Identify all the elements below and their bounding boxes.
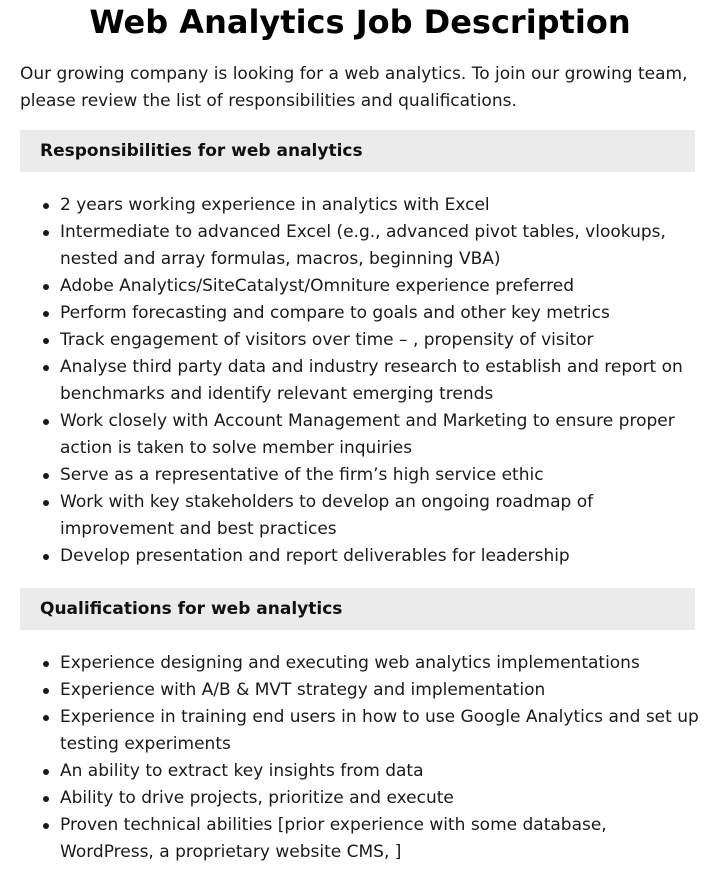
- list-item-text: Track engagement of visitors over time – , propensity of visitor: [60, 330, 594, 350]
- bullet-icon: [43, 419, 49, 425]
- bullet-icon: [43, 284, 49, 290]
- responsibilities-list: [0, 192, 720, 570]
- list-item-text: Experience designing and executing web analytics implementations: [60, 653, 640, 673]
- list-item-text: Analyse third party data and industry research to establish and report on benchmarks and identify relevant emerging trends: [60, 357, 683, 404]
- bullet-icon: [43, 473, 49, 479]
- list-item: [60, 704, 705, 758]
- bullet-icon: [43, 203, 49, 209]
- list-item: [60, 408, 705, 462]
- intro-paragraph: Our growing company is looking for a web analytics. To join our growing team, please review the list of responsibilities and qualifications.: [20, 64, 688, 111]
- bullet-icon: [43, 500, 49, 506]
- bullet-icon: [43, 796, 49, 802]
- list-item: [60, 677, 705, 704]
- list-item-text: Proven technical abilities [prior experience with some database, WordPress, a proprietary website CMS, ]: [60, 815, 607, 862]
- bullet-icon: [43, 688, 49, 694]
- list-item-text: Experience in training end users in how to use Google Analytics and set up testing experiments: [60, 707, 699, 754]
- list-item-text: Develop presentation and report deliverables for leadership: [60, 546, 570, 566]
- list-item: [60, 785, 705, 812]
- list-item-text: Work closely with Account Management and Marketing to ensure proper action is taken to solve member inquiries: [60, 411, 675, 458]
- list-item: [60, 192, 705, 219]
- list-item-text: Work with key stakeholders to develop an ongoing roadmap of improvement and best practices: [60, 492, 594, 539]
- bullet-icon: [43, 554, 49, 560]
- list-item: [60, 543, 705, 570]
- list-item: [60, 758, 705, 785]
- qualifications-list: [0, 650, 720, 866]
- bullet-icon: [43, 365, 49, 371]
- list-item: [60, 219, 705, 273]
- list-item-text: Perform forecasting and compare to goals and other key metrics: [60, 303, 610, 323]
- list-item-text: Serve as a representative of the firm’s high service ethic: [60, 465, 544, 485]
- list-item-text: An ability to extract key insights from data: [60, 761, 424, 781]
- list-item: [60, 354, 705, 408]
- list-item: [60, 300, 705, 327]
- bullet-icon: [43, 715, 49, 721]
- bullet-icon: [43, 311, 49, 317]
- list-item: [60, 462, 705, 489]
- list-item: [60, 650, 705, 677]
- list-item-text: Experience with A/B & MVT strategy and implementation: [60, 680, 546, 700]
- list-item: [60, 327, 705, 354]
- list-item-text: Intermediate to advanced Excel (e.g., advanced pivot tables, vlookups, nested and array formulas, macros, beginning VBA): [60, 222, 666, 269]
- bullet-icon: [43, 338, 49, 344]
- list-item-text: Ability to drive projects, prioritize and execute: [60, 788, 454, 808]
- page-title: Web Analytics Job Description: [89, 3, 631, 41]
- responsibilities-header: Responsibilities for web analytics: [20, 130, 695, 172]
- list-item: [60, 812, 705, 866]
- list-item-text: Adobe Analytics/SiteCatalyst/Omniture experience preferred: [60, 276, 574, 296]
- bullet-icon: [43, 769, 49, 775]
- bullet-icon: [43, 230, 49, 236]
- list-item-text: 2 years working experience in analytics with Excel: [60, 195, 490, 215]
- qualifications-header: Qualifications for web analytics: [20, 588, 695, 630]
- bullet-icon: [43, 661, 49, 667]
- list-item: [60, 273, 705, 300]
- bullet-icon: [43, 823, 49, 829]
- list-item: [60, 489, 705, 543]
